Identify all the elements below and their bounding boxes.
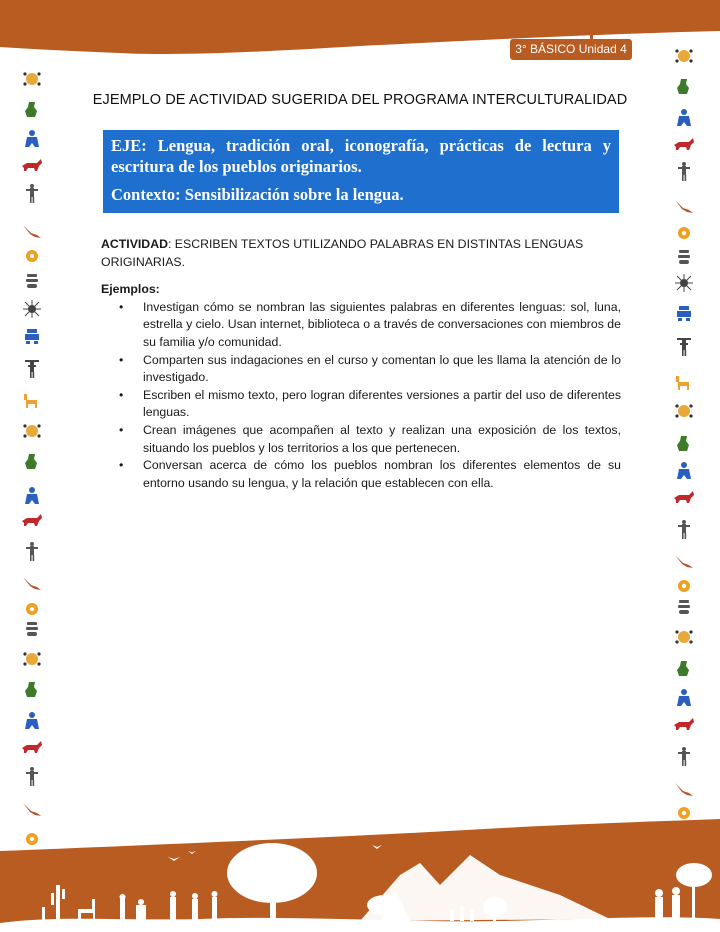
- condor-icon: [672, 550, 696, 572]
- eje-box: [103, 130, 619, 213]
- sunburst-icon: [20, 298, 44, 320]
- eje-text: EJE: Lengua, tradición oral, iconografía, prácticas de lectura y escritura de los pueblos originarios.: [111, 136, 611, 176]
- sun-face-icon: [672, 45, 696, 67]
- activity-text: : ESCRIBEN TEXTOS UTILIZANDO PALABRAS EN DISTINTAS LENGUAS ORIGINARIAS.: [101, 237, 584, 269]
- list-item: • Crean imágenes que acompañen al texto y realizan una exposición de los textos, situando los pueblos y los territorios a los que pertenecen.: [119, 422, 621, 455]
- fox-icon: [672, 485, 696, 507]
- activity-line: [101, 236, 621, 271]
- activity-label: ACTIVIDAD: [101, 237, 168, 251]
- llama-icon: [20, 390, 44, 412]
- person-icon: [20, 540, 44, 562]
- bullet-icon: •: [119, 422, 124, 437]
- blue-figure-icon: [20, 485, 44, 507]
- fox-icon: [672, 712, 696, 734]
- fox-icon: [20, 508, 44, 530]
- pot-icon: [672, 246, 696, 268]
- frog-icon: [672, 75, 696, 97]
- list-item: • Conversan acerca de cómo los pueblos nombran los diferentes elementos de su entorno usando su lengua, y la relación que establecen con ella.: [119, 458, 621, 490]
- blue-figure-icon: [672, 107, 696, 129]
- sunburst-icon: [672, 272, 696, 294]
- blue-mask-icon: [672, 302, 696, 324]
- right-icon-border: [664, 0, 704, 932]
- pot-icon: [20, 270, 44, 292]
- blue-mask-icon: [20, 325, 44, 347]
- hat-person-icon: [20, 357, 44, 379]
- hat-person-icon: [672, 335, 696, 357]
- page-title: EJEMPLO DE ACTIVIDAD SUGERIDA DEL PROGRAMA INTERCULTURALIDAD: [92, 92, 628, 108]
- list-item: • Escriben el mismo texto, pero logran diferentes versiones a partir del uso de diferentes lenguas.: [119, 387, 621, 420]
- blue-figure-icon: [20, 710, 44, 732]
- flower-icon: [672, 575, 696, 597]
- fox-icon: [20, 153, 44, 175]
- person-icon: [20, 765, 44, 787]
- condor-icon: [20, 572, 44, 594]
- pot-icon: [672, 596, 696, 618]
- frog-icon: [20, 678, 44, 700]
- bullet-icon: •: [119, 352, 124, 367]
- person-icon: [672, 745, 696, 767]
- list-item: • Investigan cómo se nombran las siguientes palabras en diferentes lenguas: sol, luna, estrella y cielo. Usan internet, biblioteca o a través de conversaciones con miembros de su familia y/o comunidad.: [119, 299, 621, 349]
- pot-icon: [20, 618, 44, 640]
- condor-icon: [672, 195, 696, 217]
- flower-icon: [672, 222, 696, 244]
- activity-content: [101, 236, 621, 492]
- frog-icon: [20, 98, 44, 120]
- frog-icon: [672, 657, 696, 679]
- left-icon-border: [12, 0, 52, 932]
- contexto-text: Contexto: Sensibilización sobre la lengua.: [111, 185, 404, 204]
- person-icon: [672, 518, 696, 540]
- sun-face-icon: [20, 420, 44, 442]
- examples-label: Ejemplos:: [101, 282, 160, 297]
- bullet-icon: •: [119, 387, 124, 402]
- examples-list: [101, 299, 621, 493]
- llama-icon: [672, 372, 696, 394]
- bullet-icon: •: [119, 299, 124, 314]
- footer-landscape: [0, 815, 720, 932]
- flower-icon: [20, 245, 44, 267]
- sun-face-icon: [20, 648, 44, 670]
- frog-icon: [20, 450, 44, 472]
- condor-icon: [20, 220, 44, 242]
- sun-face-icon: [20, 68, 44, 90]
- person-icon: [20, 182, 44, 204]
- fox-icon: [20, 735, 44, 757]
- blue-figure-icon: [20, 128, 44, 150]
- frog-icon: [672, 432, 696, 454]
- condor-icon: [672, 778, 696, 800]
- sun-face-icon: [672, 400, 696, 422]
- blue-figure-icon: [672, 460, 696, 482]
- sun-face-icon: [672, 626, 696, 648]
- blue-figure-icon: [672, 687, 696, 709]
- person-icon: [672, 160, 696, 182]
- grade-unit-badge: 3° BÁSICO Unidad 4: [510, 39, 632, 60]
- list-item: • Comparten sus indagaciones en el curso y comentan lo que les llama la atención de lo investigado.: [119, 352, 621, 385]
- bullet-icon: •: [119, 458, 124, 473]
- fox-icon: [672, 132, 696, 154]
- flower-icon: [20, 598, 44, 620]
